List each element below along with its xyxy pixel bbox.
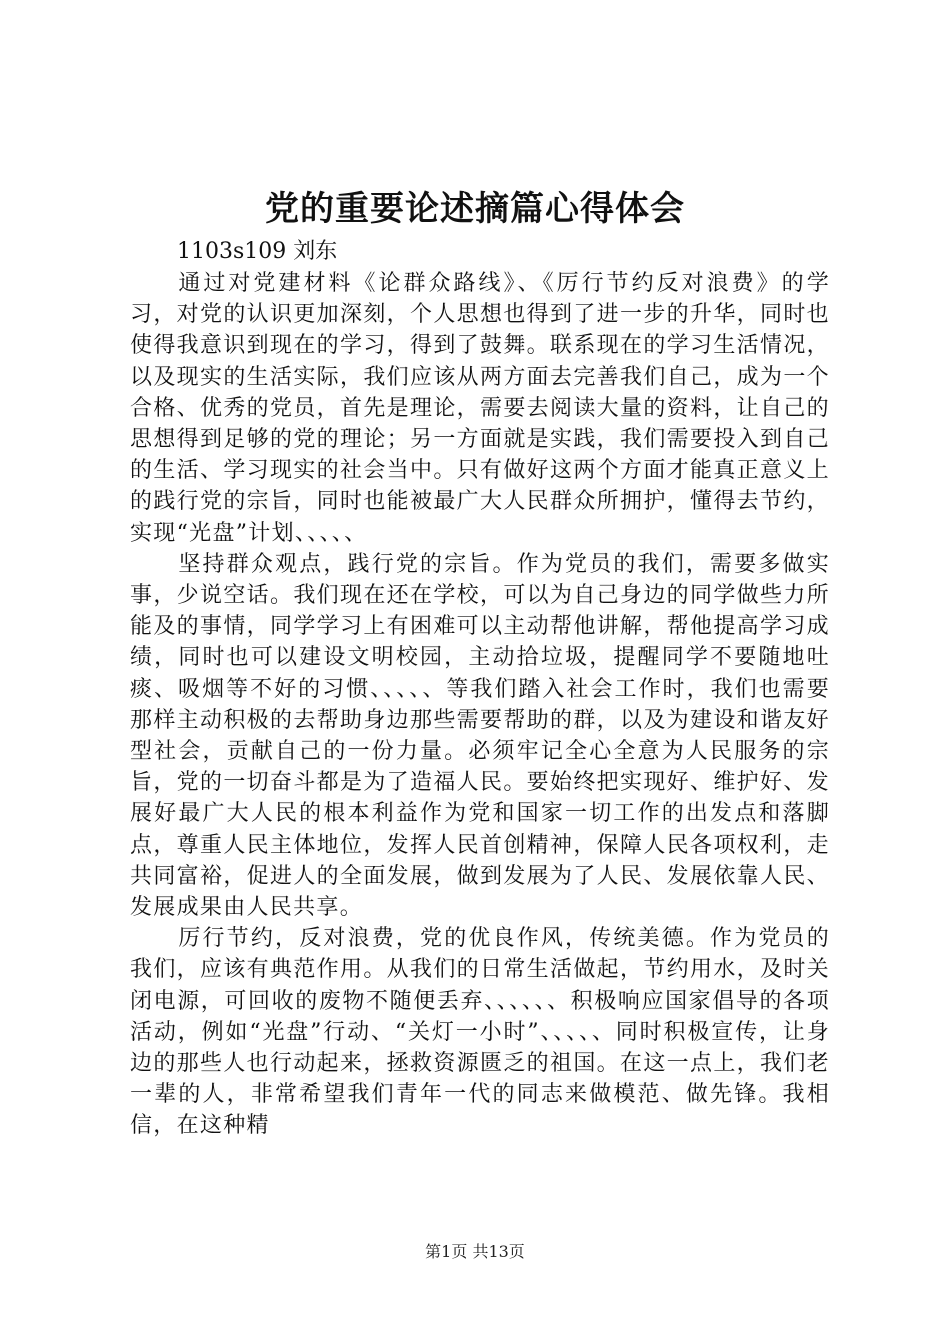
page-footer: 第1页 共13页: [425, 1242, 525, 1261]
document-body: [130, 268, 830, 1142]
paragraph-2: 坚持群众观点，践行党的宗旨。作为党员的我们，需要多做实事，少说空话。我们现在还在学校，可以为自己身边的同学做些力所能及的事情，同学学习上有困难可以主动帮他讲解，帮他提高学习成绩，同时也可以建设文明校园，主动拾垃圾，提醒同学不要随地吐痰、吸烟等不好的习惯、、、、、等我们踏入社会工作时，我们也需要那样主动积极的去帮助身边那些需要帮助的群，以及为建设和谐友好型社会，贡献自己的一份力量。必须牢记全心全意为人民服务的宗旨，党的一切奋斗都是为了造福人民。要始终把实现好、维护好、发展好最广大人民的根本利益作为党和国家一切工作的出发点和落脚点，尊重人民主体地位，发挥人民首创精神，保障人民各项权利，走共同富裕，促进人的全面发展，做到发展为了人民、发展依靠人民、发展成果由人民共享。: [130, 551, 830, 921]
document-title: 党的重要论述摘篇心得体会: [265, 189, 685, 229]
author-line: 1103s109 刘东: [177, 239, 338, 264]
paragraph-1: 通过对党建材料《论群众路线》、《厉行节约反对浪费》的学习，对党的认识更加深刻，个人思想也得到了进一步的升华，同时也使得我意识到现在的学习，得到了鼓舞。联系现在的学习生活情况，以及现实的生活实际，我们应该从两方面去完善我们自己，成为一个合格、优秀的党员，首先是理论，需要去阅读大量的资料，让自己的思想得到足够的党的理论；另一方面就是实践，我们需要投入到自己的生活、学习现实的社会当中。只有做好这两个方面才能真正意义上的践行党的宗旨，同时也能被最广大人民群众所拥护，懂得去节约，实现“光盘”计划、、、、、: [130, 271, 830, 546]
paragraph-3: 厉行节约，反对浪费，党的优良作风，传统美德。作为党员的我们，应该有典范作用。从我们的日常生活做起，节约用水，及时关闭电源，可回收的废物不随便丢弃、、、、、、积极响应国家倡导的各项活动，例如“光盘”行动、“关灯一小时”、、、、、同时积极宣传，让身边的那些人也行动起来，拯救资源匮乏的祖国。在这一点上，我们老一辈的人，非常希望我们青年一代的同志来做模范、做先锋。我相信，在这种精: [130, 926, 830, 1139]
